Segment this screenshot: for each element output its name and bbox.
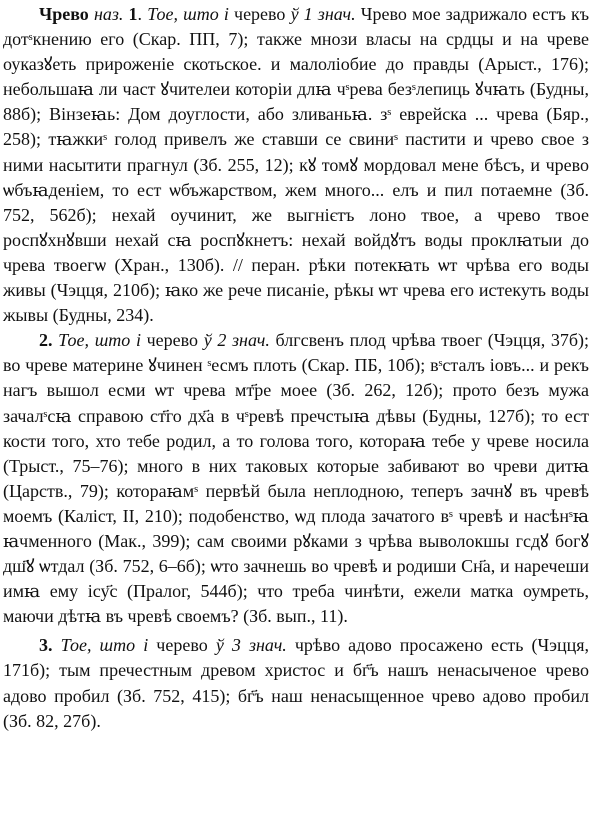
- sense-definition: Тое, што і: [60, 635, 149, 656]
- sense-reference: ў 3 знач.: [215, 635, 287, 656]
- sense-2: [3, 328, 589, 629]
- sense-3: [3, 633, 589, 733]
- sense-number: 3.: [39, 635, 53, 656]
- sense-lemma: черево: [140, 330, 204, 351]
- dictionary-entry: [3, 2, 589, 734]
- sense-reference: ў 2 знач.: [203, 330, 270, 351]
- sense-text: блгсвенъ плод чрѣва твоег (Чэцця, 37б); во чреве материне ꙋчинен ˢесмъ плоть (Скар. ПБ, 10б); вˢсталъ іовъ... и рекъ нагъ вышол есми ѡт чрева мт҃ре моее (Зб. 262, 12б); прото безъ мужа зачалˢсꙗ справою ст҃го дх҃а в чˢревѣ пречстыꙗ дѣвы (Будны, 127б); то ест кости того, хто тебе родил, а то голова того, котораꙗ тебе у чреве носила (Трыст., 75–76); много в них таковых которые забивают во чреви дитꙗ (Царств., 79); котораꙗмˢ первѣй была неплодною, теперъ зачнꙋ въ чревѣ моемъ (Каліст, II, 210); подобенство, ѡд плода зачатого вˢ чревѣ и насѣнˢꙗ ꙗчменного (Мак., 399); сам своими рꙋками з чрѣва выволокшы гсдꙋ богꙋ дш҃ꙋ ѡтдал (Зб. 752, 6–6б); ѡто зачнешь во чревѣ и родиши Сн҃а, и наречеши имꙗ ему ісу҃с (Пралог, 544б); что треба чинѣти, ежели матка оумреть, маючи дѣтꙗ въ чревѣ своемъ? (Зб. вып., 11).: [3, 330, 590, 627]
- sense-lemma: черево: [228, 4, 291, 24]
- sense-text: Чрево мое задрижало естъ къ дотˢкнению его (Скар. ПП, 7); также мнози власы на срдцы и на чреве оуказꙋеть прироженіе скотьское. и малоліобие до правды (Арыст., 176); небольшаꙗ ли част ꙋчителеи которіи длꙗ чˢрева безˢлепиць ꙋчꙗть (Будны, 88б); Вінзеꙗь: Дом доуглости, або зливаньꙗ. зˢ еврейска ... чрева (Бяр., 258); тꙗжкиˢ голод привелъ же ставши се свиниˢ пастити и чрево свое з ними насытити прагнул (Зб. 255, 12); кꙋ томꙋ мордовал мене бѣсъ, и чрево ѡбъꙗденіем, то ест ѡбъжарством, жем много... елъ и пил потаемне (Зб. 752, 562б); нехай оучинит, же выгнієтъ лоно твое, а чрево твое роспꙋхнꙋвши нехай сꙗ роспꙋкнетъ: нехай войдꙋтъ воды проклꙗтыи до чрева твоегѡ (Хран., 130б). // перан. рѣки потекꙗть ѡт чрѣва его воды живы (Чэцця, 210б); ꙗко же рече писаніе, рѣкы ѡт чрева его истекуть воды жывы (Будны, 234).: [3, 4, 590, 326]
- sense-lemma: черево: [148, 635, 216, 656]
- sense-reference: ў 1 знач.: [290, 4, 356, 24]
- sense-definition: Тое, што і: [58, 330, 141, 351]
- sense-text: чрѣво адово просажено есть (Чэцця, 171б); тым пречестным древом христос и бг҃ъ нашъ ненасыченое чрево адово пробил (Зб. 752, 415); бг҃ъ наш ненасыщенное чрево адово пробил (Зб. 82, 27б).: [3, 635, 590, 731]
- sense-number: 2.: [39, 330, 53, 351]
- headword: Чрево: [39, 4, 89, 24]
- sense-number: 1: [128, 4, 138, 24]
- grammar-label: наз.: [93, 4, 124, 24]
- sense-1: Чрево наз. 1. Тое, што і черево ў 1 знач. Чрево мое задрижало естъ къ дотˢкнению его (Скар. ПП, 7); также мнози власы на срдцы и на чреве оуказꙋеть прироженіе скотьское. и малоліобие до правды (Арыст., 176); небольшаꙗ ли част ꙋчителеи которіи длꙗ чˢрева безˢлепиць ꙋчꙗть (Будны, 88б); Вінзеꙗь: Дом доуглости, або зливаньꙗ. зˢ еврейска ... чрева (Бяр., 258); тꙗжкиˢ голод привелъ же ставши се свиниˢ пастити и чрево свое з ними насытити прагнул (Зб. 255, 12); кꙋ томꙋ мордовал мене бѣсъ, и чрево ѡбъꙗденіем, то ест ѡбъжарством, жем много... елъ и пил потаемне (Зб. 752, 562б); нехай оучинит, же выгнієтъ лоно твое, а чрево твое роспꙋхнꙋвши нехай сꙗ роспꙋкнетъ: нехай войдꙋтъ воды проклꙗтыи до чрева твоегѡ (Хран., 130б). // перан. рѣки потекꙗть ѡт чрѣва его воды живы (Чэцця, 210б); ꙗко же рече писаніе, рѣкы ѡт чрева его истекуть воды жывы (Будны, 234).: [3, 4, 590, 326]
- sense-definition: Тое, што і: [147, 4, 229, 24]
